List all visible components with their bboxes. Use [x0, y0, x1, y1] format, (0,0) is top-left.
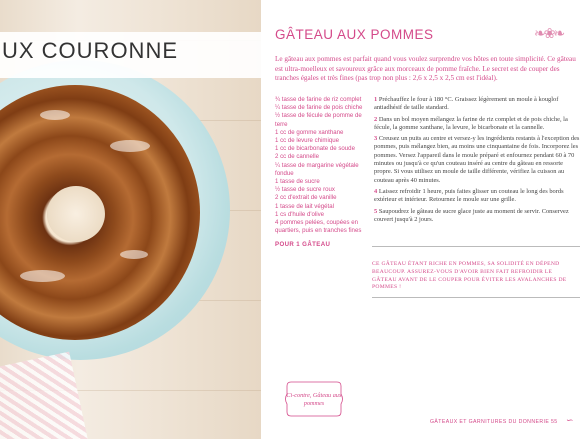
step-text: Saupoudrez le gâteau de sucre glace juste au moment de servir. Conservez couvert jusqu'à 2 jours.	[374, 207, 569, 223]
step-text: Dans un bol moyen mélangez la farine de riz complet et de pois chiche, la fécule, la gomme xanthane, la levure, le bicarbonate et la cannelle.	[374, 115, 568, 131]
curl-ornament-icon: ∽	[566, 415, 574, 425]
step-item	[374, 208, 580, 225]
tip-box	[372, 246, 580, 298]
ingredient-item: ¼ tasse de farine de pois chiche	[275, 104, 363, 112]
step-number: 1	[374, 96, 378, 103]
step-item	[374, 96, 580, 113]
ingredient-item: 1 cc de bicarbonate de soude	[275, 145, 355, 153]
recipe-title: GÂTEAU AUX POMMES	[275, 27, 434, 42]
ingredient-item: 2 cc d'extrait de vanille	[275, 194, 337, 202]
step-text: Creusez un puits au centre et versez-y les ingrédients restants à l'exception des pommes, puis mélangez bien, au moins une cinquantaine de fois. Incorporez les pommes. Versez l'appareil dans le moule préparé et enfournez pendant 60 à 70 minutes ou jusqu'à ce qu'un couteau inséré au centre du gâteau en ressorte propre. Si vous utilisez un moule de taille différente, vérifiez la cuisson au couteau après 40 minutes.	[374, 135, 580, 184]
ingredient-item: ½ tasse de sucre roux	[275, 186, 335, 194]
caption-frame	[283, 378, 345, 420]
step-text: Laissez refroidir 1 heure, puis faites glisser un couteau le long des bords extérieur et intérieur. Retournez le moule sur une grille.	[374, 187, 564, 204]
step-number: 3	[374, 135, 378, 143]
step-number: 5	[374, 207, 378, 215]
step-number: 4	[374, 187, 378, 195]
caption-text: Ci-contre, Gâteau aux pommes	[286, 392, 342, 407]
page-title: UX COURONNE	[2, 38, 179, 63]
serves-label: POUR 1 GÂTEAU	[275, 241, 331, 249]
napkin-image	[0, 352, 89, 439]
ornament-icon: ❧❀❧	[534, 27, 564, 42]
steps-list	[374, 96, 580, 227]
step-number: 2	[374, 115, 378, 123]
step-item	[374, 188, 580, 205]
ingredient-item: 1 tasse de sucre	[275, 178, 320, 186]
ingredient-item: 2 cc de cannelle	[275, 153, 320, 161]
photo-page	[0, 0, 261, 439]
ingredient-item: ¾ tasse de farine de riz complet	[275, 96, 362, 103]
step-text: Préchauffez le four à 180 °C. Graissez légèrement un moule à kouglof antiadhésif de taille standard.	[374, 96, 559, 112]
tip-text: CE GÂTEAU ÉTANT RICHE EN POMMES, SA SOLIDITÉ EN DÉPEND BEAUCOUP. ASSUREZ-VOUS D'AVOIR BIEN FAIT REFROIDIR LE GÂTEAU AVANT DE LE COUPER POUR ÉVITER LES AVALANCHES DE POMMES !	[372, 261, 567, 291]
ingredients-list	[275, 96, 365, 250]
ingredient-item: 1 cc de levure chimique	[275, 137, 340, 145]
running-footer: GÂTEAUX ET GARNITURES DU DONNERIE 55	[430, 419, 558, 425]
ingredient-item: 1 tasse de lait végétal	[275, 202, 334, 210]
ingredient-item: 1 cs d'huile d'olive	[275, 210, 325, 218]
ingredient-item: 4 pommes pelées, coupées en quartiers, puis en tranches fines	[275, 219, 362, 235]
ingredient-item: ¼ tasse de margarine végétale fondue	[275, 161, 359, 177]
step-item	[374, 116, 580, 133]
step-item	[374, 135, 580, 185]
ingredient-item: 1 cc de gomme xanthane	[275, 128, 344, 136]
recipe-intro: Le gâteau aux pommes est parfait quand vous voulez surprendre vos hôtes en toute simplicité. Ce gâteau est ultra-moelleux et savoureux grâce aux morceaux de pomme fraîche. Le secret est de couper des tranches égales et très fines (pas trop non plus : 2,6 x 2,5 x 2,5 cm est l'idéal).	[275, 55, 576, 83]
ingredient-item: ½ tasse de fécule de pomme de terre	[275, 112, 362, 128]
